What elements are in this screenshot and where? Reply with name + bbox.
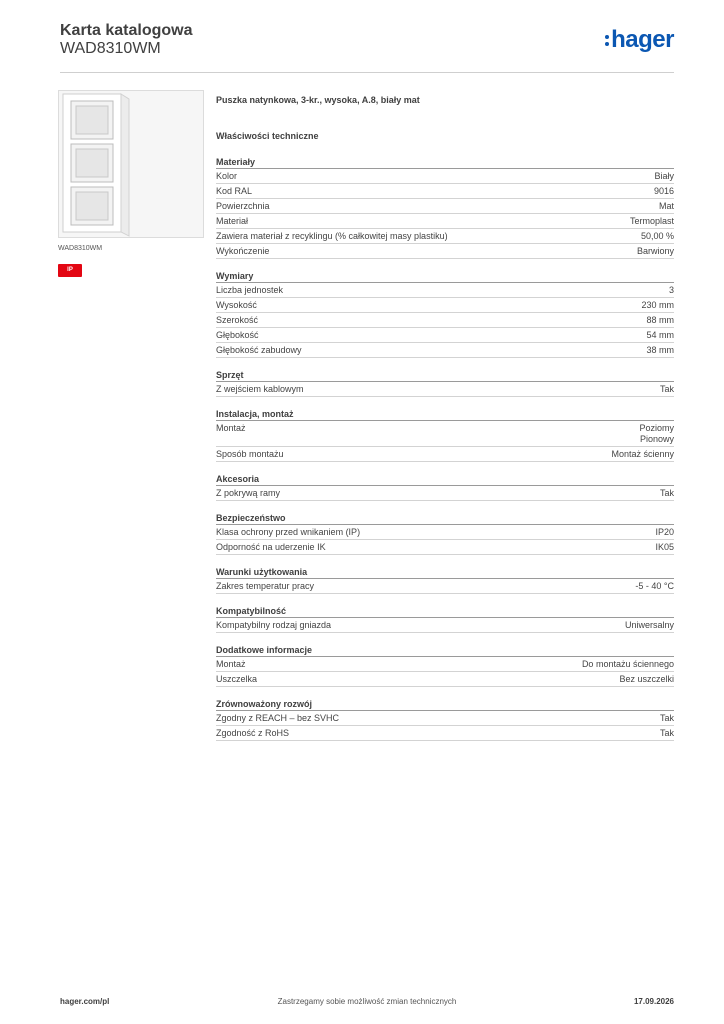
spec-value-line: Bez uszczelki	[619, 674, 674, 684]
footer-website: hager.com/pl	[60, 997, 110, 1006]
section-title: Warunki użytkowania	[216, 566, 674, 579]
spec-row	[216, 421, 674, 447]
header-divider	[60, 72, 674, 73]
logo-dot-bottom	[605, 42, 609, 46]
spec-row	[216, 328, 674, 343]
spec-value	[635, 581, 674, 592]
spec-row	[216, 199, 674, 214]
product-image-panel	[58, 90, 204, 277]
product-name: Puszka natynkowa, 3-kr., wysoka, A.8, biały mat	[216, 95, 420, 105]
footer-date: 17.09.2026	[633, 997, 674, 1006]
spec-value	[641, 300, 674, 311]
hager-logo	[605, 26, 674, 54]
spec-row	[216, 711, 674, 726]
spec-row	[216, 486, 674, 501]
spec-value-line: Tak	[659, 728, 674, 738]
triple-surface-box-image	[59, 91, 203, 237]
spec-value	[660, 728, 674, 739]
spec-value	[582, 659, 674, 670]
spec-value	[655, 527, 674, 538]
spec-value	[646, 345, 674, 356]
spec-value-line: Tak	[659, 713, 674, 723]
spec-value-line: Pionowy	[639, 434, 674, 444]
section-title: Sprzęt	[216, 369, 674, 382]
spec-label: Kod RAL	[216, 186, 253, 196]
section-title: Akcesoria	[216, 473, 674, 486]
spec-label: Zawiera materiał z recyklingu (% całkowitej masy plastiku)	[216, 231, 448, 241]
ip-badge-icon: IP	[58, 264, 82, 277]
spec-row	[216, 184, 674, 199]
spec-row	[216, 618, 674, 633]
spec-row	[216, 298, 674, 313]
spec-label: Klasa ochrony przed wnikaniem (IP)	[216, 527, 361, 537]
spec-value-line: Tak	[659, 384, 674, 394]
spec-label: Wykończenie	[216, 246, 270, 256]
spec-section	[216, 644, 674, 687]
specifications	[216, 95, 674, 741]
spec-label: Wysokość	[216, 300, 257, 310]
logo-text: hager	[611, 26, 674, 53]
logo-dots-icon	[605, 35, 609, 46]
spec-value-line: Mat	[658, 201, 674, 211]
spec-value-line: Barwiony	[636, 246, 674, 256]
spec-label: Głębokość zabudowy	[216, 345, 302, 355]
spec-label: Uszczelka	[216, 674, 258, 684]
spec-row	[216, 382, 674, 397]
spec-value-line: Biały	[654, 171, 674, 181]
spec-row	[216, 447, 674, 462]
spec-value-line: Uniwersalny	[624, 620, 674, 630]
section-title: Bezpieczeństwo	[216, 512, 674, 525]
section-title: Kompatybilność	[216, 605, 674, 618]
image-caption: WAD8310WM	[58, 245, 103, 252]
spec-row	[216, 525, 674, 540]
spec-row	[216, 313, 674, 328]
spec-section	[216, 512, 674, 555]
spec-value-line: 3	[668, 285, 674, 295]
spec-value-line: Poziomy	[639, 423, 674, 433]
spec-label: Głębokość	[216, 330, 259, 340]
spec-value-line: -5 - 40 °C	[635, 581, 674, 591]
spec-value	[637, 246, 674, 257]
spec-value	[659, 201, 674, 212]
page-header	[60, 20, 674, 70]
spec-value	[655, 542, 674, 553]
spec-row	[216, 343, 674, 358]
spec-section	[216, 270, 674, 358]
spec-label: Liczba jednostek	[216, 285, 284, 295]
spec-value-line: 38 mm	[646, 345, 674, 355]
spec-section	[216, 566, 674, 594]
spec-value	[660, 488, 674, 499]
spec-label: Sposób montażu	[216, 449, 284, 459]
spec-value	[641, 231, 674, 242]
spec-label: Montaż	[216, 423, 246, 433]
spec-row	[216, 672, 674, 687]
spec-value	[654, 171, 674, 182]
spec-row	[216, 540, 674, 555]
spec-row	[216, 283, 674, 298]
spec-value-line: Do montażu ściennego	[581, 659, 674, 669]
spec-label: Z wejściem kablowym	[216, 384, 304, 394]
spec-label: Kompatybilny rodzaj gniazda	[216, 620, 332, 630]
spec-value	[625, 620, 674, 631]
spec-value	[646, 315, 674, 326]
document-title: Karta katalogowa	[60, 22, 193, 39]
spec-value	[611, 449, 674, 460]
spec-row	[216, 229, 674, 244]
spec-row	[216, 657, 674, 672]
spec-value-line: IK05	[655, 542, 674, 552]
spec-value	[660, 384, 674, 395]
spec-row	[216, 579, 674, 594]
spec-value-line: 230 mm	[641, 300, 674, 310]
spec-row	[216, 244, 674, 259]
spec-value	[669, 285, 674, 296]
spec-section	[216, 156, 674, 259]
spec-sections	[216, 156, 674, 741]
spec-section	[216, 369, 674, 397]
spec-value	[660, 713, 674, 724]
spec-section	[216, 408, 674, 462]
section-title: Instalacja, montaż	[216, 408, 674, 421]
section-title: Materiały	[216, 156, 674, 169]
spec-value-line: 9016	[653, 186, 674, 196]
spec-row	[216, 214, 674, 229]
spec-label: Szerokość	[216, 315, 259, 325]
spec-value	[654, 186, 674, 197]
spec-value-line: 50,00 %	[640, 231, 674, 241]
footer-notice: Zastrzegamy sobie możliwość zmian technicznych	[277, 997, 457, 1006]
product-photo	[58, 90, 204, 238]
spec-row	[216, 169, 674, 184]
spec-label: Zakres temperatur pracy	[216, 581, 315, 591]
spec-label: Zgodność z RoHS	[216, 728, 290, 738]
spec-value-line: IP20	[655, 527, 674, 537]
logo-dot-top	[605, 35, 609, 39]
spec-section	[216, 605, 674, 633]
spec-value	[630, 216, 674, 227]
section-title: Wymiary	[216, 270, 674, 283]
spec-label: Z pokrywą ramy	[216, 488, 281, 498]
spec-row	[216, 726, 674, 741]
spec-label: Powierzchnia	[216, 201, 270, 211]
technical-properties-heading: Właściwości techniczne	[216, 131, 319, 141]
product-code: WAD8310WM	[60, 40, 161, 57]
spec-value-line: 54 mm	[646, 330, 674, 340]
spec-value	[646, 330, 674, 341]
section-title: Zrównoważony rozwój	[216, 698, 674, 711]
spec-value-line: Tak	[659, 488, 674, 498]
spec-label: Kolor	[216, 171, 238, 181]
spec-value-line: 88 mm	[646, 315, 674, 325]
spec-value	[639, 423, 674, 445]
spec-section	[216, 698, 674, 741]
spec-value	[619, 674, 674, 685]
spec-value-line: Termoplast	[629, 216, 674, 226]
spec-label: Materiał	[216, 216, 249, 226]
spec-label: Odporność na uderzenie IK	[216, 542, 326, 552]
spec-label: Montaż	[216, 659, 246, 669]
section-title: Dodatkowe informacje	[216, 644, 674, 657]
spec-section	[216, 473, 674, 501]
spec-value-line: Montaż ścienny	[611, 449, 674, 459]
spec-label: Zgodny z REACH – bez SVHC	[216, 713, 340, 723]
